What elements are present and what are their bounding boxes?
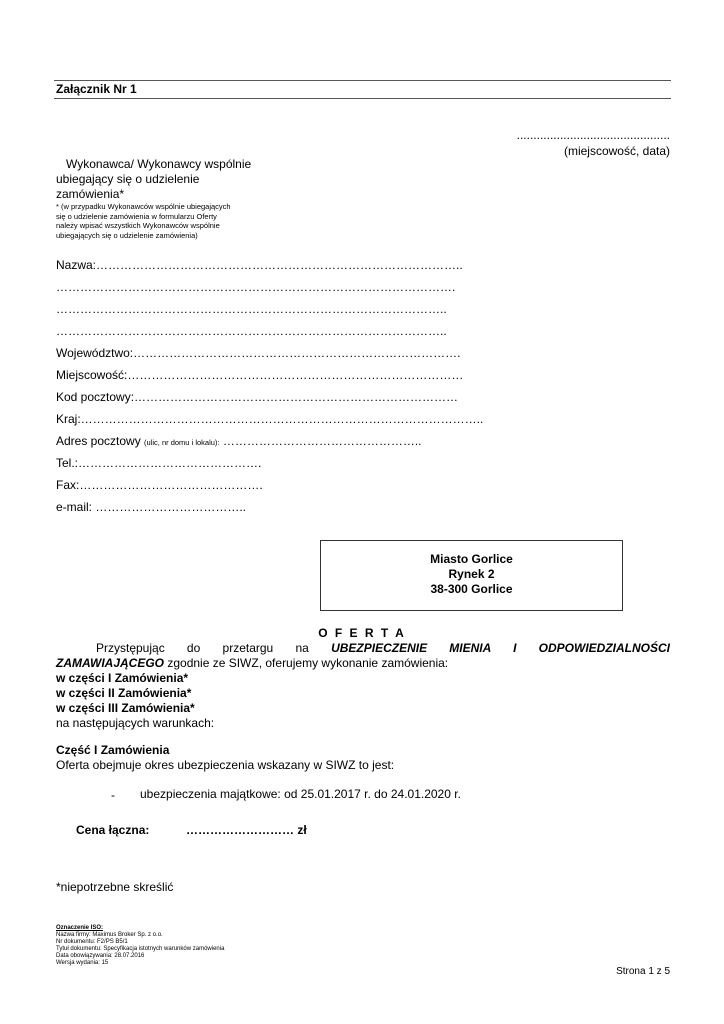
intro-subject: UBEZPIECZENIE MIENIA I ODPOWIEDZIALNOŚCI: [331, 641, 671, 655]
field-blank-3[interactable]: ……………………………………………………………………………………..: [56, 324, 447, 338]
recipient-box: [320, 540, 623, 611]
part-option-1: w części I Zamówienia*: [56, 671, 189, 685]
iso-line: Nr dokumentu: F2/PS B5/1: [56, 939, 128, 945]
field-kod-pocztowy[interactable]: Kod pocztowy:………………………………………………………………………: [56, 390, 459, 404]
recipient-line-2: Rynek 2: [448, 567, 495, 581]
note-line: się o udzielenie zamówienia w formularzu Oferty: [56, 211, 217, 221]
contractor-line-1: Wykonawca/ Wykonawcy wspólnie: [66, 157, 252, 171]
field-blank-1[interactable]: ……………………………………………………………………………………….: [56, 280, 456, 294]
iso-line: Nazwa firmy: Maximus Broker Sp. z o.o.: [56, 932, 163, 938]
field-miejscowosc[interactable]: Miejscowość:…………………………………………………………………………: [56, 368, 464, 382]
intro-subject-cont: ZAMAWIAJĄCEGO: [56, 656, 164, 670]
contractor-heading: [56, 157, 266, 202]
note-line: należy wpisać wszystkich Wykonawców wspólnie: [56, 221, 220, 230]
field-nazwa[interactable]: Nazwa:………………………………………………………………………………..: [56, 258, 463, 272]
intro-end: zgodnie ze SIWZ, oferujemy wykonanie zamówienia:: [167, 656, 449, 670]
bullet-mark: -: [111, 788, 115, 802]
section-text: Oferta obejmuje okres ubezpieczenia wskazany w SIWZ to jest:: [56, 758, 395, 772]
contractor-note: [56, 202, 266, 240]
iso-footer: [56, 925, 296, 967]
offer-intro-line-2: [56, 656, 670, 671]
part-option-3: w części III Zamówienia*: [56, 701, 195, 715]
recipient-line-1: Miasto Gorlice: [430, 552, 513, 566]
adres-label: Adres pocztowy: [56, 434, 141, 448]
field-blank-2[interactable]: ……………………………………………………………………………………..: [56, 302, 447, 316]
iso-line: Data obowiązywania: 28.07.2016: [56, 953, 145, 959]
adres-dots: …………………………………………..: [222, 434, 422, 448]
adres-hint: (ulic, nr domu i lokalu):: [144, 438, 220, 447]
footnote: *niepotrzebne skreślić: [56, 880, 174, 894]
part-option-2: w części II Zamówienia*: [56, 686, 192, 700]
note-line: * (w przypadku Wykonawców wspólnie ubiegających: [56, 202, 231, 211]
page-number: Strona 1 z 5: [616, 966, 670, 977]
place-date-label: (miejscowość, data): [563, 144, 670, 158]
offer-title: O F E R T A: [318, 626, 406, 640]
conditions-text: na następujących warunkach:: [56, 716, 215, 730]
place-date-dots: ..............................................: [516, 128, 670, 142]
field-kraj[interactable]: Kraj:………………………………………………………………………………………..: [56, 412, 484, 426]
field-tel[interactable]: Tel.:……………………………………….: [56, 456, 262, 470]
contractor-line-3: zamówienia*: [56, 187, 125, 201]
field-wojewodztwo[interactable]: Województwo:……………………………………………………………………….: [56, 346, 461, 360]
section-title: Część I Zamówienia: [56, 743, 170, 757]
field-email[interactable]: e-mail: ………………………………..: [56, 500, 247, 514]
iso-title: Oznaczenie ISO:: [56, 925, 104, 931]
note-line: ubiegających się o udzielenie zamówienia): [56, 230, 198, 240]
contractor-line-2: ubiegający się o udzielenie: [56, 172, 200, 186]
price-value[interactable]: ……………………… zł: [186, 823, 307, 837]
field-adres-pocztowy[interactable]: [56, 434, 422, 448]
bullet-text: ubezpieczenia majątkowe: od 25.01.2017 r. do 24.01.2020 r.: [140, 787, 461, 801]
recipient-line-3: 38-300 Gorlice: [430, 582, 513, 596]
header-rule-bottom: [54, 98, 671, 99]
header-rule-top: [54, 80, 671, 81]
iso-line: Wersja wydania: 15: [56, 960, 109, 966]
iso-line: Tytuł dokumentu: Specyfikacja istotnych warunków zamówienia: [56, 946, 225, 952]
attachment-title: Załącznik Nr 1: [56, 82, 137, 96]
price-label: Cena łączna:: [76, 823, 150, 837]
offer-intro-line-1: [56, 641, 670, 656]
field-fax[interactable]: Fax:……………………………………….: [56, 478, 263, 492]
intro-start: Przystępując do przetargu na: [96, 641, 309, 655]
